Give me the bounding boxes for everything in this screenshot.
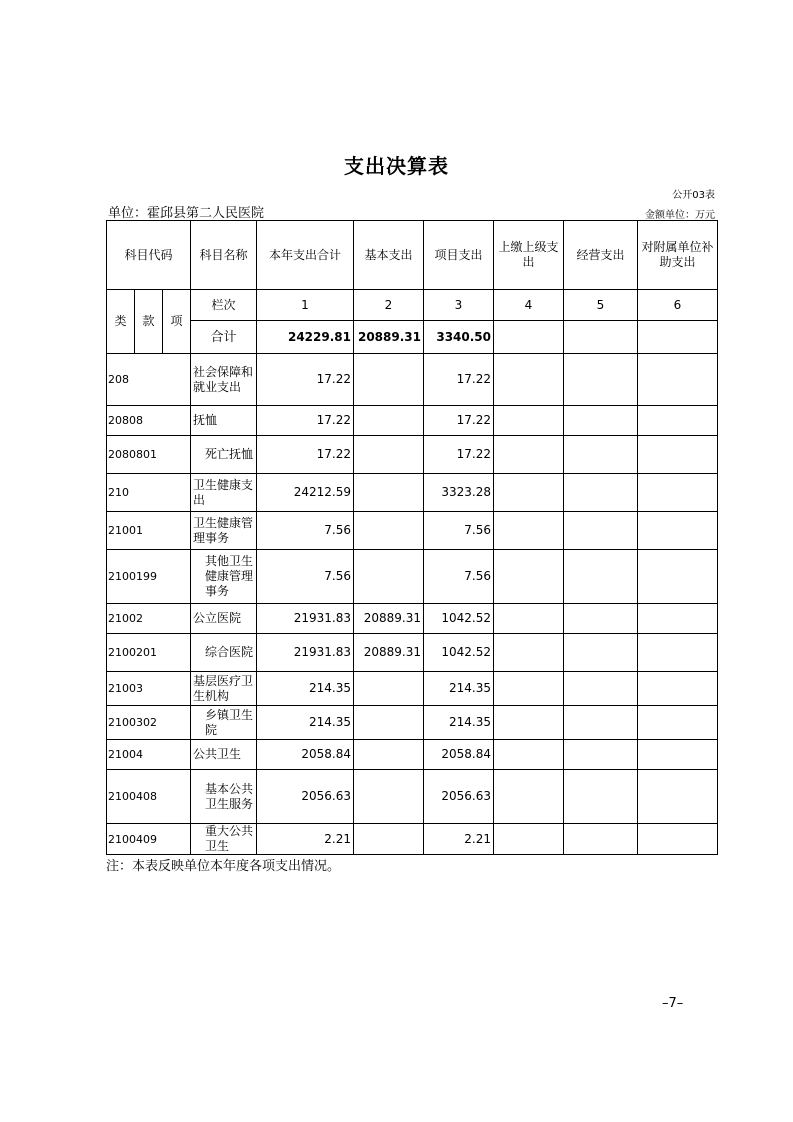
header-row bbox=[107, 221, 718, 290]
col-number-4: 4 bbox=[494, 290, 564, 321]
col4-cell bbox=[494, 740, 564, 770]
col5-cell bbox=[564, 740, 638, 770]
project-amount-cell: 1042.52 bbox=[424, 604, 494, 634]
subject-name-cell: 卫生健康支出 bbox=[191, 474, 257, 512]
col4-cell bbox=[494, 512, 564, 550]
subject-name-cell: 基本公共卫生服务 bbox=[191, 770, 257, 824]
header-col2: 基本支出 bbox=[354, 221, 424, 290]
subject-code-cell: 20808 bbox=[107, 406, 191, 436]
basic-amount-cell bbox=[354, 672, 424, 706]
project-amount-cell: 2056.63 bbox=[424, 770, 494, 824]
header-kuan: 款 bbox=[135, 290, 163, 354]
table-row bbox=[107, 604, 718, 634]
col6-cell bbox=[638, 406, 718, 436]
col6-cell bbox=[638, 512, 718, 550]
project-amount-cell: 17.22 bbox=[424, 436, 494, 474]
form-code: 公开03表 bbox=[672, 190, 715, 201]
total-label: 合计 bbox=[191, 321, 257, 354]
basic-amount-cell bbox=[354, 512, 424, 550]
subject-name-cell: 卫生健康管理事务 bbox=[191, 512, 257, 550]
total-row bbox=[107, 321, 718, 354]
table-row bbox=[107, 406, 718, 436]
table-row bbox=[107, 512, 718, 550]
col6-cell bbox=[638, 604, 718, 634]
total-amount: 24229.81 bbox=[257, 321, 354, 354]
basic-amount-cell bbox=[354, 706, 424, 740]
col-number-3: 3 bbox=[424, 290, 494, 321]
subject-name-cell: 其他卫生健康管理事务 bbox=[191, 550, 257, 604]
col5-cell bbox=[564, 474, 638, 512]
header-xiang: 项 bbox=[163, 290, 191, 354]
total-amount-cell: 24212.59 bbox=[257, 474, 354, 512]
col6-cell bbox=[638, 550, 718, 604]
col4-cell bbox=[494, 770, 564, 824]
subject-name-cell: 乡镇卫生院 bbox=[191, 706, 257, 740]
subject-code-cell: 2100409 bbox=[107, 824, 191, 855]
header-col1: 本年支出合计 bbox=[257, 221, 354, 290]
total-amount-cell: 17.22 bbox=[257, 406, 354, 436]
basic-amount-cell: 20889.31 bbox=[354, 634, 424, 672]
subject-code-cell: 2100302 bbox=[107, 706, 191, 740]
subject-code-cell: 210 bbox=[107, 474, 191, 512]
col6-cell bbox=[638, 474, 718, 512]
col5-cell bbox=[564, 706, 638, 740]
col5-cell bbox=[564, 512, 638, 550]
total-col5 bbox=[564, 321, 638, 354]
col6-cell bbox=[638, 706, 718, 740]
total-amount-cell: 2056.63 bbox=[257, 770, 354, 824]
subject-name-cell: 公共卫生 bbox=[191, 740, 257, 770]
col4-cell bbox=[494, 706, 564, 740]
total-amount-cell: 7.56 bbox=[257, 512, 354, 550]
basic-amount-cell bbox=[354, 354, 424, 406]
page-number: –7– bbox=[662, 996, 684, 1011]
subject-name-cell: 重大公共卫生 bbox=[191, 824, 257, 855]
basic-amount-cell bbox=[354, 770, 424, 824]
total-col6 bbox=[638, 321, 718, 354]
subject-code-cell: 2100199 bbox=[107, 550, 191, 604]
subject-code-cell: 2100408 bbox=[107, 770, 191, 824]
header-col6: 对附属单位补助支出 bbox=[638, 221, 718, 290]
column-number-row bbox=[107, 290, 718, 321]
total-amount-cell: 2058.84 bbox=[257, 740, 354, 770]
col5-cell bbox=[564, 550, 638, 604]
col6-cell bbox=[638, 634, 718, 672]
header-col4: 上缴上级支出 bbox=[494, 221, 564, 290]
col4-cell bbox=[494, 550, 564, 604]
table-row bbox=[107, 436, 718, 474]
basic-amount-cell bbox=[354, 406, 424, 436]
basic-amount-cell bbox=[354, 474, 424, 512]
header-col3: 项目支出 bbox=[424, 221, 494, 290]
basic-amount-cell bbox=[354, 436, 424, 474]
col5-cell bbox=[564, 770, 638, 824]
total-amount-cell: 214.35 bbox=[257, 706, 354, 740]
subject-name-cell: 公立医院 bbox=[191, 604, 257, 634]
project-amount-cell: 17.22 bbox=[424, 354, 494, 406]
project-amount-cell: 214.35 bbox=[424, 672, 494, 706]
total-amount-cell: 17.22 bbox=[257, 354, 354, 406]
table-row bbox=[107, 550, 718, 604]
col6-cell bbox=[638, 824, 718, 855]
subject-code-cell: 208 bbox=[107, 354, 191, 406]
col4-cell bbox=[494, 474, 564, 512]
table-body bbox=[107, 354, 718, 855]
subject-code-cell: 2080801 bbox=[107, 436, 191, 474]
col6-cell bbox=[638, 354, 718, 406]
header-col5: 经营支出 bbox=[564, 221, 638, 290]
col4-cell bbox=[494, 354, 564, 406]
table-row bbox=[107, 634, 718, 672]
col-number-6: 6 bbox=[638, 290, 718, 321]
col4-cell bbox=[494, 634, 564, 672]
total-amount-cell: 17.22 bbox=[257, 436, 354, 474]
expenditure-table bbox=[106, 220, 718, 855]
subject-code-cell: 21001 bbox=[107, 512, 191, 550]
table-row bbox=[107, 770, 718, 824]
amount-unit: 金额单位：万元 bbox=[645, 210, 715, 221]
subject-code-cell: 21003 bbox=[107, 672, 191, 706]
col5-cell bbox=[564, 406, 638, 436]
subject-name-cell: 抚恤 bbox=[191, 406, 257, 436]
project-amount-cell: 2058.84 bbox=[424, 740, 494, 770]
header-subject-name: 科目名称 bbox=[191, 221, 257, 290]
col4-cell bbox=[494, 672, 564, 706]
table-row bbox=[107, 354, 718, 406]
col5-cell bbox=[564, 436, 638, 474]
header-subject-code: 科目代码 bbox=[107, 221, 191, 290]
total-col4 bbox=[494, 321, 564, 354]
subject-name-cell: 社会保障和就业支出 bbox=[191, 354, 257, 406]
table-row bbox=[107, 474, 718, 512]
total-amount-cell: 21931.83 bbox=[257, 634, 354, 672]
col5-cell bbox=[564, 672, 638, 706]
col5-cell bbox=[564, 824, 638, 855]
page-title: 支出决算表 bbox=[344, 154, 449, 178]
basic-amount-cell bbox=[354, 824, 424, 855]
project-amount-cell: 2.21 bbox=[424, 824, 494, 855]
basic-amount-cell: 20889.31 bbox=[354, 604, 424, 634]
col-number-2: 2 bbox=[354, 290, 424, 321]
project-amount-cell: 7.56 bbox=[424, 512, 494, 550]
project-amount-cell: 3323.28 bbox=[424, 474, 494, 512]
col4-cell bbox=[494, 436, 564, 474]
col5-cell bbox=[564, 604, 638, 634]
col6-cell bbox=[638, 740, 718, 770]
table-row bbox=[107, 672, 718, 706]
col4-cell bbox=[494, 406, 564, 436]
total-amount-cell: 7.56 bbox=[257, 550, 354, 604]
subject-name-cell: 综合医院 bbox=[191, 634, 257, 672]
col4-cell bbox=[494, 604, 564, 634]
col-number-5: 5 bbox=[564, 290, 638, 321]
header-lei: 类 bbox=[107, 290, 135, 354]
unit-label: 单位：霍邱县第二人民医院 bbox=[108, 206, 265, 221]
total-basic: 20889.31 bbox=[354, 321, 424, 354]
table-row bbox=[107, 706, 718, 740]
subject-code-cell: 21004 bbox=[107, 740, 191, 770]
col5-cell bbox=[564, 634, 638, 672]
col-number-1: 1 bbox=[257, 290, 354, 321]
table-note: 注：本表反映单位本年度各项支出情况。 bbox=[106, 859, 341, 874]
table-row bbox=[107, 824, 718, 855]
basic-amount-cell bbox=[354, 550, 424, 604]
total-amount-cell: 21931.83 bbox=[257, 604, 354, 634]
subject-code-cell: 2100201 bbox=[107, 634, 191, 672]
subject-name-cell: 死亡抚恤 bbox=[191, 436, 257, 474]
project-amount-cell: 17.22 bbox=[424, 406, 494, 436]
col6-cell bbox=[638, 436, 718, 474]
project-amount-cell: 1042.52 bbox=[424, 634, 494, 672]
col6-cell bbox=[638, 770, 718, 824]
col4-cell bbox=[494, 824, 564, 855]
basic-amount-cell bbox=[354, 740, 424, 770]
project-amount-cell: 7.56 bbox=[424, 550, 494, 604]
subject-name-cell: 基层医疗卫生机构 bbox=[191, 672, 257, 706]
col5-cell bbox=[564, 354, 638, 406]
table-row bbox=[107, 740, 718, 770]
total-amount-cell: 2.21 bbox=[257, 824, 354, 855]
project-amount-cell: 214.35 bbox=[424, 706, 494, 740]
total-project: 3340.50 bbox=[424, 321, 494, 354]
col6-cell bbox=[638, 672, 718, 706]
subject-code-cell: 21002 bbox=[107, 604, 191, 634]
header-lanci: 栏次 bbox=[191, 290, 257, 321]
total-amount-cell: 214.35 bbox=[257, 672, 354, 706]
